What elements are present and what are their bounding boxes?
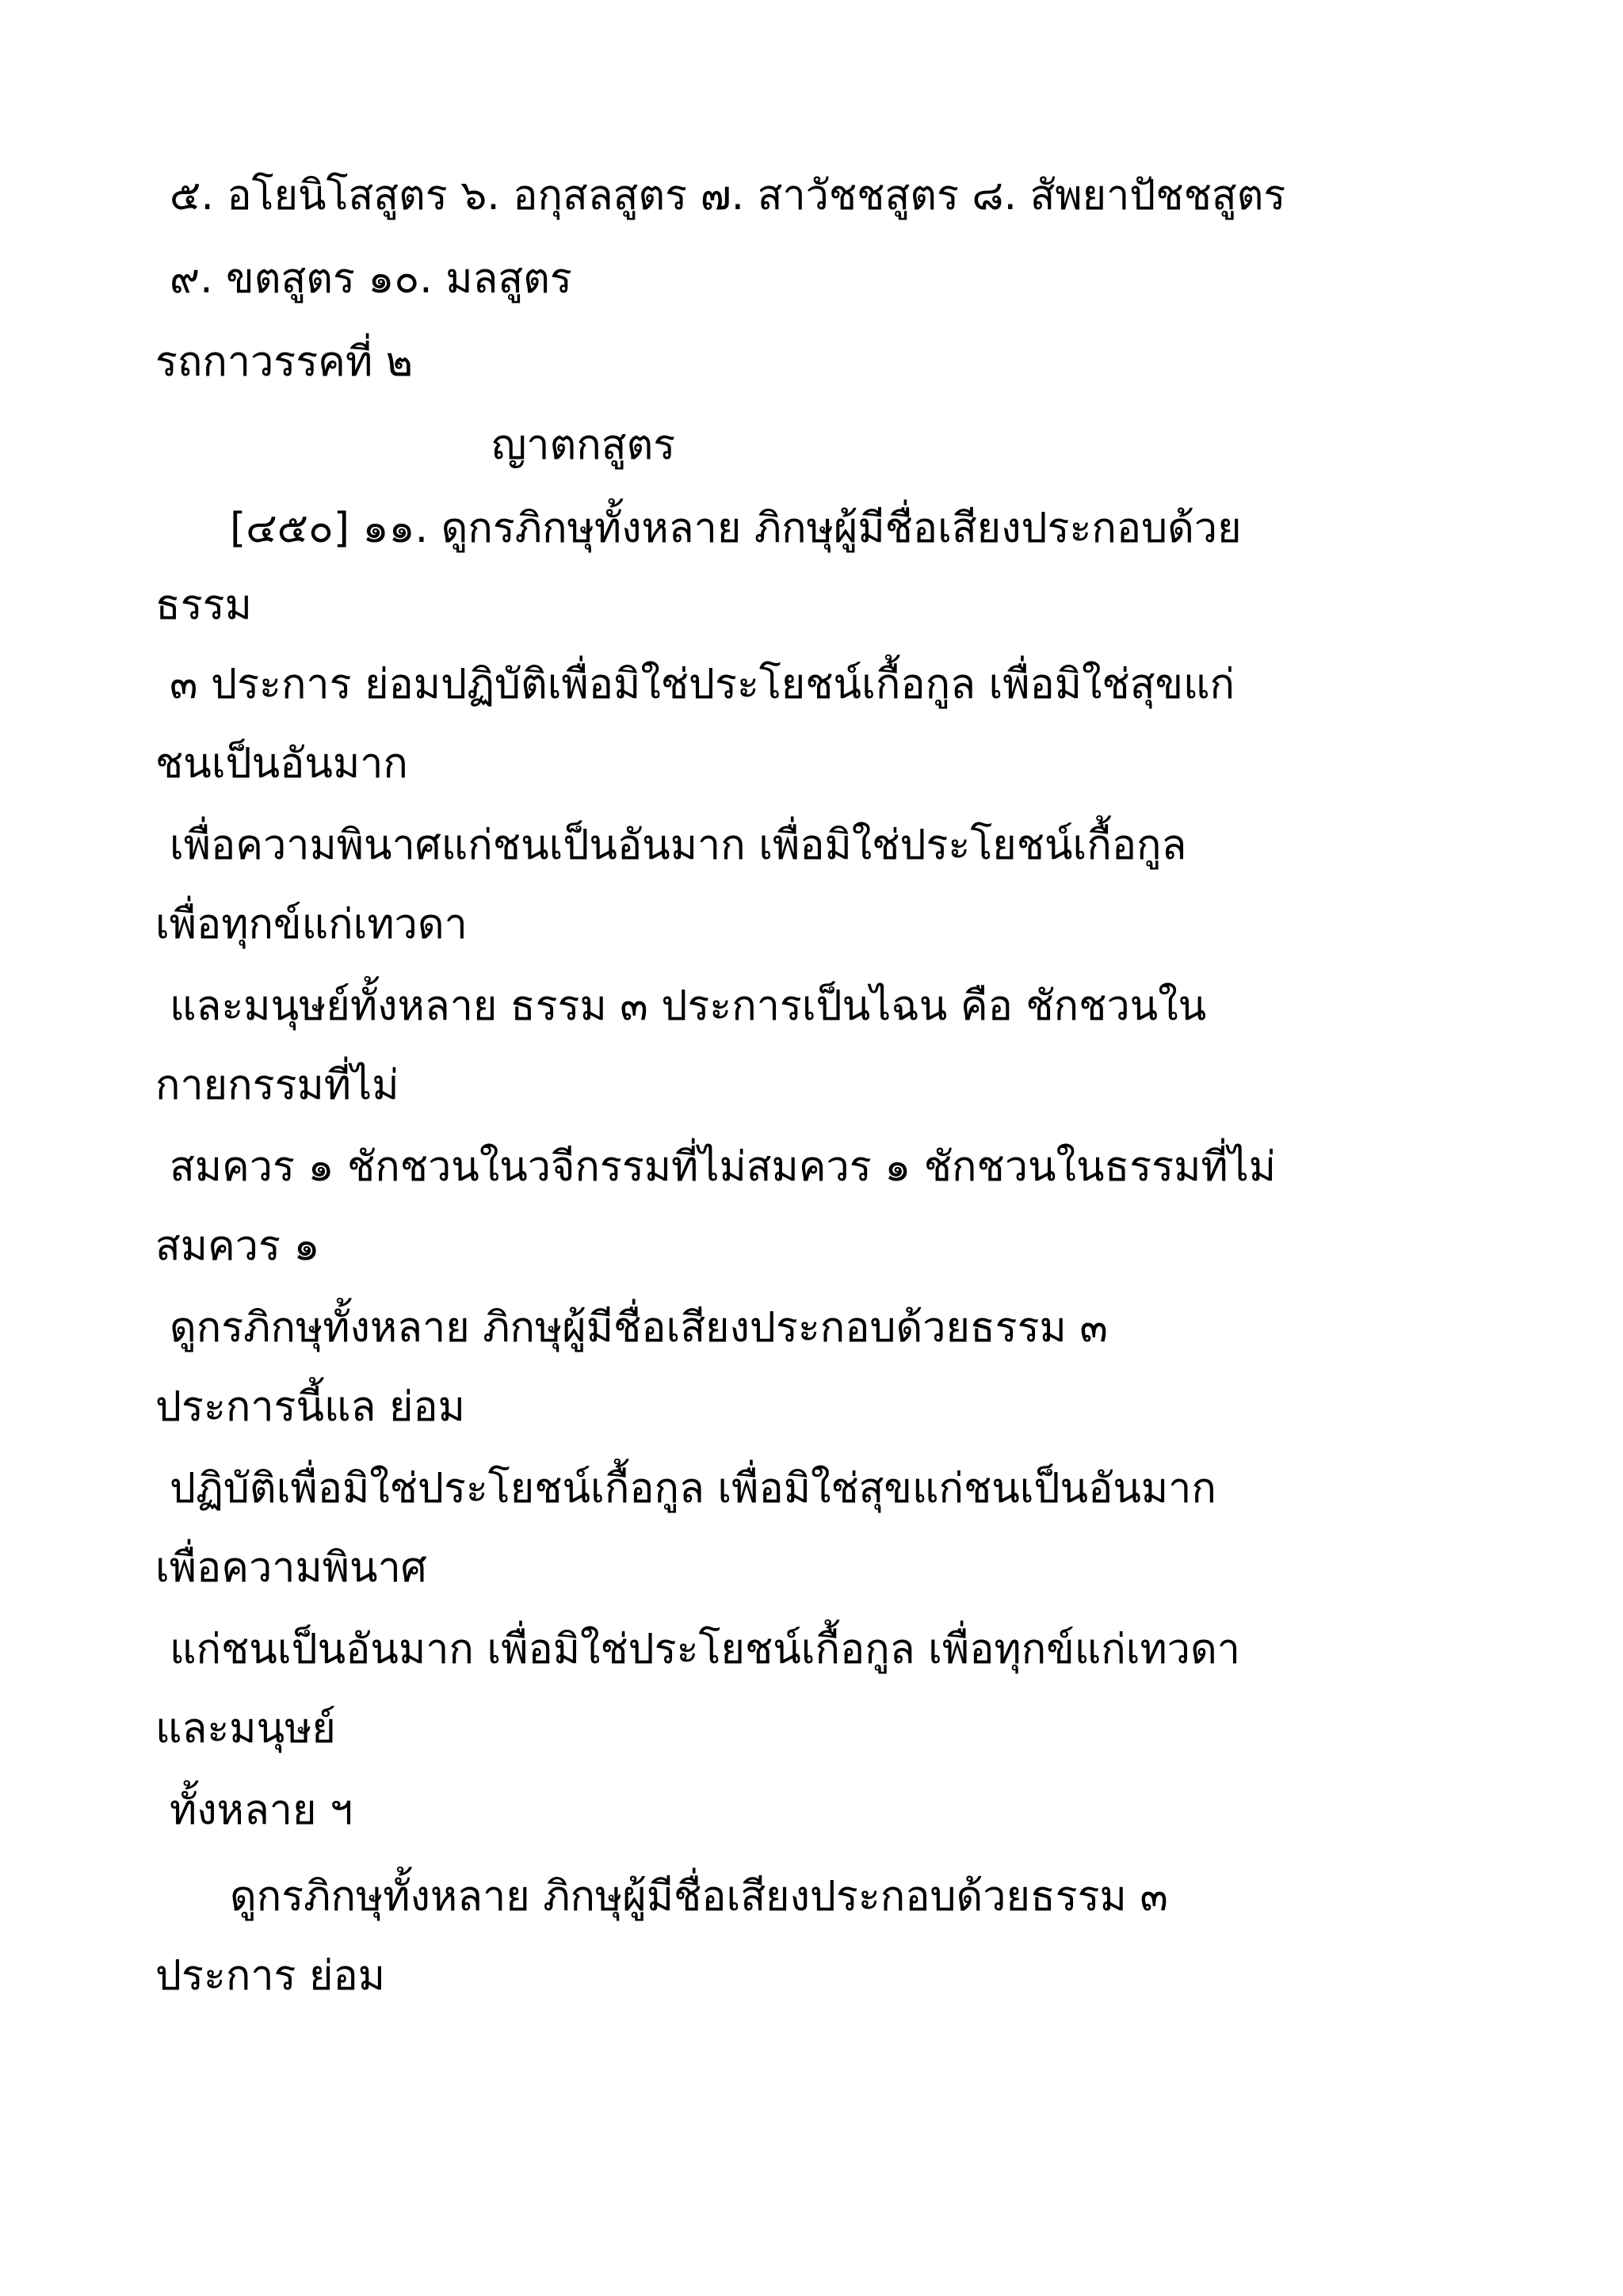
paragraph-line: กายกรรมที่ไม่: [155, 1062, 399, 1109]
paragraph-line: สมควร ๑: [155, 1222, 320, 1270]
paragraph-line: และมนุษย์: [155, 1705, 336, 1753]
paragraph-line: ปฏิบัติเพื่อมิใช่ประโยชน์เกื้อกูล เพื่อมิใช่สุขแก่ชนเป็นอันมาก: [170, 1465, 1216, 1512]
paragraph-line: เพื่อความพินาศ: [155, 1544, 427, 1592]
paragraph-line: และมนุษย์ทั้งหลาย ธรรม ๓ ประการเป็นไฉน คือ ชักชวนใน: [170, 982, 1207, 1030]
paragraph-line: ดูกรภิกษุทั้งหลาย ภิกษุผู้มีชื่อเสียงประกอบด้วยธรรม ๓: [230, 1873, 1168, 1920]
paragraph-line: ชนเป็นอันมาก: [155, 740, 408, 788]
sutta-list-line-2: ๙. ขตสูตร ๑๐. มลสูตร: [170, 255, 572, 303]
paragraph-line: ประการนี้แล ย่อม: [155, 1383, 465, 1431]
paragraph-line: เพื่อทุกข์แก่เทวดา: [155, 901, 468, 948]
paragraph-line: สมควร ๑ ชักชวนในวจีกรรมที่ไม่สมควร ๑ ชักชวนในธรรมที่ไม่: [170, 1143, 1277, 1191]
sutta-list-line-1: ๕. อโยนิโสสูตร ๖. อกุสลสูตร ๗. สาวัชชสูตร ๘. สัพยาปัชชสูตร: [170, 172, 1286, 219]
paragraph-line: ทั้งหลาย ฯ: [170, 1787, 353, 1834]
chapter-heading: รถกาวรรคที่ ๒: [155, 338, 414, 386]
paragraph-line: ธรรม: [155, 582, 252, 629]
paragraph-line: แก่ชนเป็นอันมาก เพื่อมิใช่ประโยชน์เกื้อกูล เพื่อทุกข์แก่เทวดา: [170, 1626, 1240, 1673]
paragraph-line: ๓ ประการ ย่อมปฏิบัติเพื่อมิใช่ประโยชน์เกื้อกูล เพื่อมิใช่สุขแก่: [170, 661, 1235, 708]
paragraph-line: เพื่อความพินาศแก่ชนเป็นอันมาก เพื่อมิใช่ประโยชน์เกื้อกูล: [170, 822, 1187, 869]
paragraph-line: ดูกรภิกษุทั้งหลาย ภิกษุผู้มีชื่อเสียงประกอบด้วยธรรม ๓: [170, 1304, 1108, 1352]
paragraph-line: [๔๕๐] ๑๑. ดูกรภิกษุทั้งหลาย ภิกษุผู้มีชื่อเสียงประกอบด้วย: [230, 505, 1242, 552]
paragraph-line: ประการ ย่อม: [155, 1952, 385, 2000]
sutta-title: ญาตกสูตร: [491, 421, 676, 469]
